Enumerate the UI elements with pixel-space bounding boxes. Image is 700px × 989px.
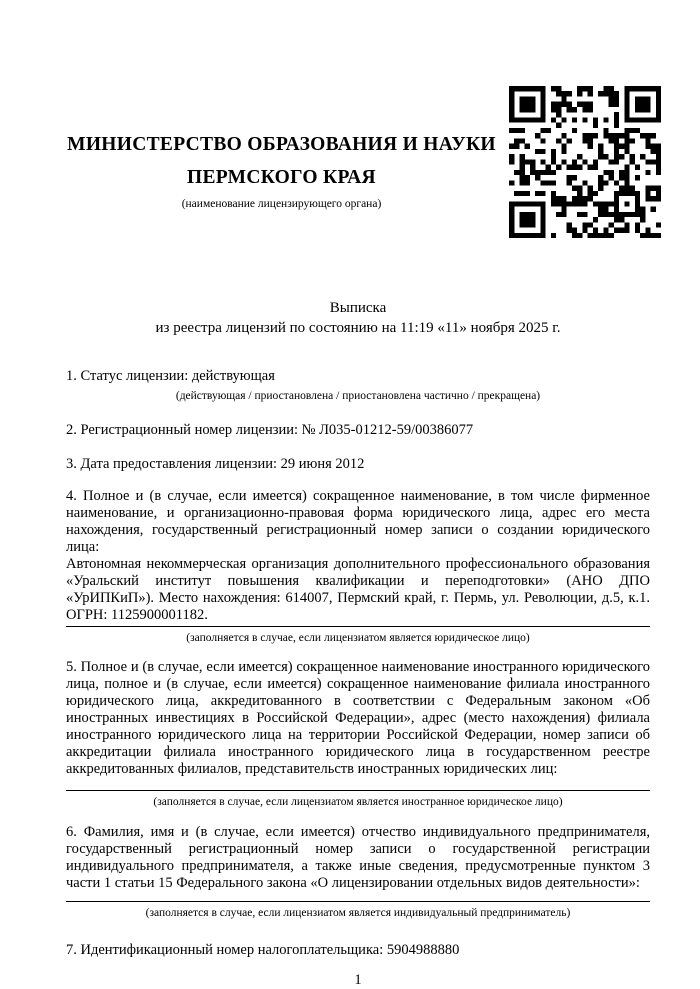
foreign-entity-caption: (заполняется в случае, если лицензиатом является иностранное юридическое лицо) bbox=[153, 796, 563, 808]
item-taxpayer-id: 7. Идентификационный номер налогоплательщика: 5904988880 bbox=[66, 942, 460, 958]
document-title bbox=[66, 298, 650, 338]
ministry-caption: (наименование лицензирующего органа) bbox=[181, 198, 382, 210]
blank-fill-line bbox=[66, 790, 650, 791]
item-individual-entrepreneur bbox=[66, 824, 650, 920]
licensing-authority-block bbox=[66, 128, 505, 211]
item-license-grant-date: 3. Дата предоставления лицензии: 29 июня 2012 bbox=[66, 456, 365, 472]
foreign-entity-label: 5. Полное и (в случае, если имеется) сокращенное наименование иностранного юридического лица, полное и (в случае, если имеется) сокращенное наименование филиала иностранного юридического лица, аккредитованного в соответствии с Федеральным законом «Об иностранных инвестициях в Российской Федерации», адрес (место нахождения) филиала иностранного юридического лица на территории Российской Федерации, номер записи об аккредитации филиала иностранного юридического лица в государственном реестре аккредитованных филиалов, представительств иностранных юридических лиц: bbox=[66, 659, 650, 777]
document-title-line2: из реестра лицензий по состоянию на 11:19 «11» ноября 2025 г. bbox=[155, 320, 561, 336]
legal-entity-label: 4. Полное и (в случае, если имеется) сокращенное наименование, в том числе фирменное наименование, и организационно-правовая форма юридического лица, адрес его места нахождения, государственный регистрационный номер записи о создании юридического лица: bbox=[66, 488, 650, 555]
legal-entity-value: Автономная некоммерческая организация дополнительного профессионального образования «Уральский институт повышения квалификации и переподготовки» (АНО ДПО «УрИПКиП»). Место нахождения: 614007, Пермский край, г. Пермь, ул. Революции, д.5, к.1. ОГРН: 1125900001182. bbox=[66, 556, 650, 623]
document-body bbox=[66, 368, 650, 959]
license-status-text: 1. Статус лицензии: действующая bbox=[66, 368, 275, 384]
page-number: 1 bbox=[354, 972, 362, 988]
document-title-line1: Выписка bbox=[329, 300, 387, 316]
item-license-status bbox=[66, 368, 650, 403]
blank-fill-line bbox=[66, 901, 650, 902]
ministry-name-line1: МИНИСТЕРСТВО ОБРАЗОВАНИЯ И НАУКИ bbox=[67, 134, 496, 155]
item-legal-entity-name bbox=[66, 488, 650, 645]
blank-fill-line bbox=[66, 626, 650, 627]
item-registration-number: 2. Регистрационный номер лицензии: № Л035-01212-59/00386077 bbox=[66, 422, 474, 438]
item-foreign-entity-name bbox=[66, 659, 650, 809]
qr-code bbox=[505, 82, 665, 242]
individual-entrepreneur-caption: (заполняется в случае, если лицензиатом является индивидуальный предприниматель) bbox=[145, 907, 571, 919]
individual-entrepreneur-label: 6. Фамилия, имя и (в случае, если имеется) отчество индивидуального предпринимателя, государственный регистрационный номер записи о государственной регистрации индивидуального предпринимателя, а также иные сведения, предусмотренные пунктом 3 части 1 статьи 15 Федерального закона «О лицензировании отдельных видов деятельности»: bbox=[66, 824, 650, 891]
license-status-caption: (действующая / приостановлена / приостановлена частично / прекращена) bbox=[175, 390, 541, 402]
ministry-name-line2: ПЕРМСКОГО КРАЯ bbox=[187, 167, 376, 188]
legal-entity-caption: (заполняется в случае, если лицензиатом является юридическое лицо) bbox=[186, 632, 530, 644]
document-header bbox=[66, 0, 650, 242]
